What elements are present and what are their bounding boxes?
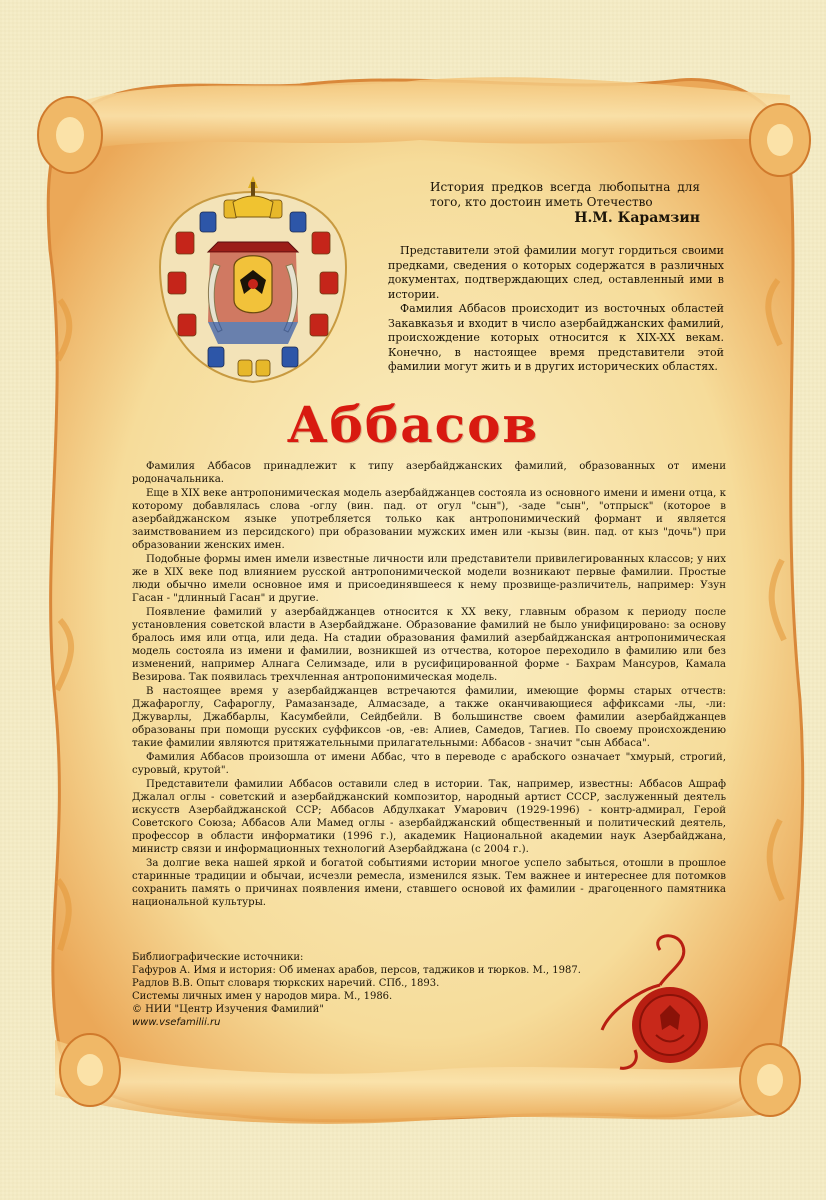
website-link[interactable]: www.vsefamilii.ru [132, 1017, 221, 1028]
body-paragraph: В настоящее время у азербайджанцев встречаются фамилии, имеющие формы старых отчеств: Джафароглу, Сафароглу, Рамазанзаде, Алмасзаде, а также оканчивающиеся аффиксами -лы, -ли: Джуварлы, Джаббарлы, Касумбейли, Сейдбейли. В большинстве своем фамилии азербайджанцев образованы при помощи русских суффиксов -ов, -ев: Алиев, Самедов, Тагиев. По своему происхождению такие фамилии являются притяжательными прилагательными: Аббасов - значит "сын Аббаса". [132, 686, 726, 749]
page-title: Аббасов [286, 395, 540, 454]
bibliography-item: Радлов В.В. Опыт словаря тюркских наречий. СПб., 1893. [132, 978, 440, 989]
wax-seal-icon [590, 930, 740, 1080]
body-paragraph: Представители фамилии Аббасов оставили след в истории. Так, например, известны: Аббасов Ашраф Джалал оглы - советский и азербайджанский композитор, народный артист СССР, заслуженный деятель искусств Азербайджанской ССР; Аббасов Абдулхакат Умарович (1929-1996) - контр-адмирал, Герой Советского Союза; Аббасов Али Мамед оглы - азербайджанский общественный и политический деятель, профессор в области информатики (1996 г.), академик Национальной академии наук Азербайджана, министр связи и информационных технологий Азербайджана (с 2004 г.). [132, 779, 726, 855]
epigraph [430, 180, 700, 226]
intro-paragraph: Представители этой фамилии могут гордиться своими предками, сведения о которых содержатся в различных документах, подтверждающих след, оставленный ими в истории. [388, 244, 724, 301]
bibliography-item: Системы личных имен у народов мира. М., 1986. [132, 991, 393, 1002]
body-paragraph: Фамилия Аббасов принадлежит к типу азербайджанских фамилий, образованных от имени родоначальника. [132, 461, 726, 485]
intro-text [388, 244, 724, 375]
epigraph-text: История предков всегда любопытна для того, кто достоин иметь Отечество [430, 180, 700, 209]
body-paragraph: Фамилия Аббасов произошла от имени Аббас, что в переводе с арабского означает "хмурый, строгий, суровый, крутой". [132, 752, 726, 776]
copyright-notice: © НИИ "Центр Изучения Фамилий" [132, 1004, 324, 1015]
bibliography [132, 951, 612, 1029]
body-paragraph: Подобные формы имен имели известные личности или представители привилегированных классов; у них же в XIX веке под влиянием русской антропонимической модели возникают первые фамилии. Простые люди обычно имели основное имя и присоединявшееся к нему прозвище-различитель, например: Узун Гасан - "длинный Гасан" и другие. [132, 554, 726, 604]
body-paragraph: За долгие века нашей яркой и богатой событиями истории многое успело забыться, отошли в прошлое старинные традиции и обычаи, исчезли ремесла, изменился язык. Тем важнее и интереснее для потомков сохранить память о причинах появления имени, ставшего основой их фамилии - драгоценного памятника национальной культуры. [132, 858, 726, 908]
bibliography-item: Гафуров А. Имя и история: Об именах арабов, персов, таджиков и тюрков. М., 1987. [132, 965, 581, 976]
body-paragraph: Еще в XIX веке антропонимическая модель азербайджанцев состояла из основного имени и имени отца, к которому добавлялась слова -оглу (вин. пад. от огул "сын"), -заде "сын", "отпрыск" (которое в азербайджанском языке употребляется только как антропонимический формант и является заимствованием из персидского) при образовании мужских имен или -кызы (вин. пад. от кыз "дочь") при образовании женских имен. [132, 488, 726, 551]
intro-paragraph: Фамилия Аббасов происходит из восточных областей Закавказья и входит в число азербайджанских фамилий, происхождение которых относится к XIX-XX векам. Конечно, в настоящее время представители этой фамилии могут жить и в других исторических областях. [388, 302, 724, 373]
epigraph-author: Н.М. Карамзин [574, 210, 700, 226]
body-paragraph: Появление фамилий у азербайджанцев относится к XX веку, главным образом к периоду после установления советской власти в Азербайджане. Образование фамилий не было унифицировано: за основу бралось имя или отца, или деда. На стадии образования фамилий азербайджанская антропонимическая модель состояла из имени и фамилии, возникшей из отчества, которое переходило в фамилию или без изменений, например Алнага Селимзаде, или в русифицированной форме - Бахрам Мансуров, Камала Везирова. Так появилась трехчленная антропонимическая модель. [132, 607, 726, 683]
bibliography-heading: Библиографические источники: [132, 952, 304, 963]
article-body [132, 460, 726, 910]
coat-of-arms-icon [148, 172, 358, 392]
